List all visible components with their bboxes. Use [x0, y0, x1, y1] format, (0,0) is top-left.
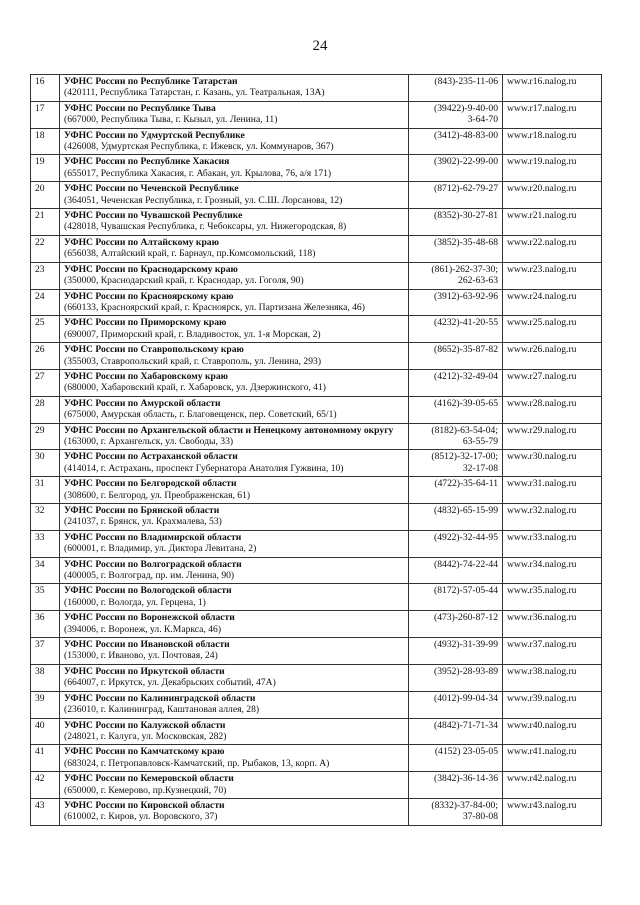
row-number: 38	[31, 664, 60, 691]
website-link[interactable]: www.r34.nalog.ru	[503, 557, 602, 584]
website-link[interactable]: www.r33.nalog.ru	[503, 530, 602, 557]
office-cell	[60, 75, 409, 102]
office-cell	[60, 209, 409, 236]
website-link[interactable]: www.r43.nalog.ru	[503, 798, 602, 825]
website-link[interactable]: www.r42.nalog.ru	[503, 772, 602, 799]
office-cell	[60, 745, 409, 772]
phone-number: 37-80-08	[462, 811, 498, 823]
phone-cell	[409, 101, 503, 128]
website-link[interactable]: www.r30.nalog.ru	[503, 450, 602, 477]
office-address: (163000, г. Архангельск, ул. Свободы, 33)	[64, 435, 234, 447]
table-row	[31, 772, 602, 799]
phone-number: 262-63-63	[458, 275, 498, 287]
office-name: УФНС России по Белгородской области	[64, 478, 237, 490]
website-link[interactable]: www.r23.nalog.ru	[503, 262, 602, 289]
office-name: УФНС России по Кировской области	[64, 799, 225, 811]
website-link[interactable]: www.r21.nalog.ru	[503, 209, 602, 236]
phone-cell	[409, 75, 503, 102]
phone-number: (4152) 23-05-05	[434, 746, 498, 758]
office-address: (655017, Республика Хакасия, г. Абакан, ул. Крылова, 76, а/я 171)	[64, 167, 332, 179]
office-cell	[60, 611, 409, 638]
phone-number: (8352)-30-27-81	[434, 210, 498, 222]
office-cell	[60, 369, 409, 396]
table-row	[31, 664, 602, 691]
phone-number: (8652)-35-87-82	[434, 344, 498, 356]
table-row	[31, 316, 602, 343]
phone-cell	[409, 691, 503, 718]
office-name: УФНС России по Ивановской области	[64, 639, 230, 651]
office-cell	[60, 235, 409, 262]
phone-number: (843)-235-11-06	[434, 76, 498, 87]
office-address: (683024, г. Петропавловск-Камчатский, пр. Рыбаков, 13, корп. А)	[64, 757, 330, 769]
row-number: 36	[31, 611, 60, 638]
office-address: (355003, Ставропольский край, г. Ставрополь, ул. Ленина, 293)	[64, 355, 322, 367]
table-row	[31, 289, 602, 316]
phone-cell	[409, 530, 503, 557]
table-row	[31, 128, 602, 155]
office-cell	[60, 530, 409, 557]
table-row	[31, 396, 602, 423]
phone-number: (3912)-63-92-96	[434, 290, 498, 302]
office-name: УФНС России по Вологодской области	[64, 585, 232, 597]
row-number: 16	[31, 75, 60, 102]
office-cell	[60, 423, 409, 450]
office-address: (364051, Чеченская Республика, г. Грозный, ул. С.Ш. Лорсанова, 12)	[64, 194, 343, 206]
phone-cell	[409, 155, 503, 182]
office-address: (414014, г. Астрахань, проспект Губернатора Анатолия Гужвина, 10)	[64, 462, 344, 474]
phone-number: (8332)-37-84-00;	[431, 799, 498, 811]
website-link[interactable]: www.r22.nalog.ru	[503, 235, 602, 262]
office-name: УФНС России по Республике Татарстан	[64, 76, 238, 87]
phone-number: (3842)-36-14-36	[434, 773, 498, 785]
table-row	[31, 745, 602, 772]
office-address: (680000, Хабаровский край, г. Хабаровск, ул. Дзержинского, 41)	[64, 382, 326, 394]
table-row	[31, 75, 602, 102]
website-link[interactable]: www.r19.nalog.ru	[503, 155, 602, 182]
website-link[interactable]: www.r35.nalog.ru	[503, 584, 602, 611]
office-cell	[60, 396, 409, 423]
office-address: (394006, г. Воронеж, ул. К.Маркса, 46)	[64, 623, 222, 635]
table-row	[31, 369, 602, 396]
office-address: (428018, Чувашская Республика, г. Чебоксары, ул. Нижегородская, 8)	[64, 221, 347, 233]
office-cell	[60, 504, 409, 531]
phone-number: (473)-260-87-12	[434, 612, 498, 624]
phone-cell	[409, 664, 503, 691]
phone-cell	[409, 504, 503, 531]
phone-cell	[409, 772, 503, 799]
table-row	[31, 235, 602, 262]
office-address: (610002, г. Киров, ул. Воровского, 37)	[64, 811, 218, 823]
office-cell	[60, 638, 409, 665]
table-row	[31, 423, 602, 450]
office-name: УФНС России по Республике Хакасия	[64, 156, 230, 168]
office-cell	[60, 718, 409, 745]
office-address: (420111, Республика Татарстан, г. Казань, ул. Театральная, 13А)	[64, 87, 325, 99]
table-row	[31, 262, 602, 289]
phone-number: (4722)-35-64-11	[434, 478, 498, 490]
phone-number: (8512)-32-17-00;	[431, 451, 498, 463]
office-name: УФНС России по Кемеровской области	[64, 773, 234, 785]
row-number: 27	[31, 369, 60, 396]
phone-number: (3952)-28-93-89	[434, 665, 498, 677]
office-name: УФНС России по Краснодарскому краю	[64, 263, 238, 275]
row-number: 24	[31, 289, 60, 316]
phone-cell	[409, 557, 503, 584]
phone-number: (3412)-48-83-00	[434, 129, 498, 141]
tax-offices-table	[30, 74, 602, 826]
phone-cell	[409, 450, 503, 477]
office-name: УФНС России по Алтайскому краю	[64, 236, 219, 248]
phone-cell	[409, 262, 503, 289]
office-address: (248021, г. Калуга, ул. Московская, 282)	[64, 730, 227, 742]
website-link[interactable]: www.r25.nalog.ru	[503, 316, 602, 343]
phone-number: (8712)-62-79-27	[434, 183, 498, 195]
table-row	[31, 155, 602, 182]
office-cell	[60, 477, 409, 504]
office-cell	[60, 316, 409, 343]
phone-cell	[409, 369, 503, 396]
office-name: УФНС России по Калужской области	[64, 719, 226, 731]
phone-cell	[409, 235, 503, 262]
office-name: УФНС России по Воронежской области	[64, 612, 235, 624]
row-number: 21	[31, 209, 60, 236]
phone-number: (4212)-32-49-04	[434, 370, 498, 382]
website-link[interactable]: www.r39.nalog.ru	[503, 691, 602, 718]
phone-cell	[409, 128, 503, 155]
office-cell	[60, 664, 409, 691]
office-address: (160000, г. Вологда, ул. Герцена, 1)	[64, 596, 206, 608]
phone-number: 32-17-08	[462, 462, 498, 474]
office-address: (600001, г. Владимир, ул. Диктора Левитана, 2)	[64, 543, 257, 555]
row-number: 34	[31, 557, 60, 584]
office-address: (426008, Удмуртская Республика, г. Ижевск, ул. Коммунаров, 367)	[64, 141, 334, 153]
office-name: УФНС России по Чеченской Республике	[64, 183, 239, 195]
office-name: УФНС России по Красноярскому краю	[64, 290, 234, 302]
website-link[interactable]: www.r37.nalog.ru	[503, 638, 602, 665]
phone-number: (8172)-57-05-44	[434, 585, 498, 597]
office-name: УФНС России по Амурской области	[64, 397, 221, 409]
row-number: 33	[31, 530, 60, 557]
website-link[interactable]: www.r29.nalog.ru	[503, 423, 602, 450]
row-number: 35	[31, 584, 60, 611]
table-row	[31, 798, 602, 825]
website-link[interactable]: www.r16.nalog.ru	[503, 75, 602, 102]
table-row	[31, 611, 602, 638]
row-number: 28	[31, 396, 60, 423]
office-name: УФНС России по Республике Тыва	[64, 102, 216, 114]
phone-number: (3852)-35-48-68	[434, 236, 498, 248]
phone-cell	[409, 745, 503, 772]
phone-cell	[409, 477, 503, 504]
office-address: (656038, Алтайский край, г. Барнаул, пр.Комсомольский, 118)	[64, 248, 316, 260]
office-cell	[60, 798, 409, 825]
office-cell	[60, 557, 409, 584]
table-row	[31, 638, 602, 665]
table-row	[31, 450, 602, 477]
table-row	[31, 343, 602, 370]
row-number: 40	[31, 718, 60, 745]
phone-number: (8182)-63-54-04;	[431, 424, 498, 436]
office-address: (241037, г. Брянск, ул. Крахмалева, 53)	[64, 516, 222, 528]
row-number: 30	[31, 450, 60, 477]
phone-number: (4012)-99-04-34	[434, 692, 498, 704]
phone-number: (861)-262-37-30;	[431, 263, 498, 275]
office-cell	[60, 772, 409, 799]
phone-number: (39422)-9-40-00	[434, 102, 498, 114]
phone-cell	[409, 396, 503, 423]
website-link[interactable]: www.r36.nalog.ru	[503, 611, 602, 638]
office-name: УФНС России по Хабаровскому краю	[64, 370, 228, 382]
row-number: 41	[31, 745, 60, 772]
row-number: 20	[31, 182, 60, 209]
office-address: (667000, Республика Тыва, г. Кызыл, ул. Ленина, 11)	[64, 114, 278, 126]
office-name: УФНС России по Брянской области	[64, 505, 220, 516]
phone-cell	[409, 611, 503, 638]
office-address: (236010, г. Калининград, Каштановая аллея, 28)	[64, 704, 260, 716]
table-row	[31, 691, 602, 718]
office-name: УФНС России по Иркутской области	[64, 665, 225, 677]
office-cell	[60, 343, 409, 370]
phone-number: (4832)-65-15-99	[434, 505, 498, 516]
table-row	[31, 209, 602, 236]
office-cell	[60, 691, 409, 718]
office-name: УФНС России по Архангельской области и Ненецкому автономному округу	[64, 424, 394, 436]
row-number: 19	[31, 155, 60, 182]
phone-cell	[409, 423, 503, 450]
phone-number: 3-64-70	[467, 114, 498, 126]
table-row	[31, 718, 602, 745]
phone-number: (8442)-74-22-44	[434, 558, 498, 570]
office-name: УФНС России по Волгоградской области	[64, 558, 242, 570]
website-link[interactable]: www.r27.nalog.ru	[503, 369, 602, 396]
website-link[interactable]: www.r26.nalog.ru	[503, 343, 602, 370]
phone-cell	[409, 638, 503, 665]
website-link[interactable]: www.r18.nalog.ru	[503, 128, 602, 155]
office-address: (400005, г. Волгоград, пр. им. Ленина, 90)	[64, 570, 235, 582]
row-number: 43	[31, 798, 60, 825]
phone-number: (4162)-39-05-65	[434, 397, 498, 409]
office-cell	[60, 450, 409, 477]
row-number: 25	[31, 316, 60, 343]
office-name: УФНС России по Удмуртской Республике	[64, 129, 245, 141]
website-link[interactable]: www.r40.nalog.ru	[503, 718, 602, 745]
office-name: УФНС России по Чувашской Республике	[64, 210, 243, 222]
table-body	[31, 75, 602, 826]
table-row	[31, 477, 602, 504]
table-row	[31, 557, 602, 584]
website-link[interactable]: www.r20.nalog.ru	[503, 182, 602, 209]
office-name: УФНС России по Калининградской области	[64, 692, 256, 704]
row-number: 22	[31, 235, 60, 262]
office-address: (308600, г. Белгород, ул. Преображенская, 61)	[64, 489, 251, 501]
phone-cell	[409, 343, 503, 370]
phone-number: (4932)-31-39-99	[434, 639, 498, 651]
row-number: 26	[31, 343, 60, 370]
office-cell	[60, 155, 409, 182]
website-link[interactable]: www.r17.nalog.ru	[503, 101, 602, 128]
row-number: 31	[31, 477, 60, 504]
office-name: УФНС России по Ставропольскому краю	[64, 344, 244, 356]
row-number: 39	[31, 691, 60, 718]
phone-number: 63-55-79	[462, 435, 498, 447]
office-cell	[60, 128, 409, 155]
website-link[interactable]: www.r28.nalog.ru	[503, 396, 602, 423]
row-number: 18	[31, 128, 60, 155]
phone-number: (3902)-22-99-00	[434, 156, 498, 168]
table-row	[31, 101, 602, 128]
office-address: (153000, г. Иваново, ул. Почтовая, 24)	[64, 650, 218, 662]
row-number: 32	[31, 504, 60, 531]
office-name: УФНС России по Астраханской области	[64, 451, 238, 463]
office-cell	[60, 182, 409, 209]
phone-number: (4232)-41-20-55	[434, 317, 498, 329]
phone-cell	[409, 289, 503, 316]
office-cell	[60, 101, 409, 128]
row-number: 29	[31, 423, 60, 450]
phone-cell	[409, 584, 503, 611]
office-cell	[60, 584, 409, 611]
office-name: УФНС России по Камчатскому краю	[64, 746, 225, 758]
phone-cell	[409, 316, 503, 343]
office-name: УФНС России по Владимирской области	[64, 531, 242, 543]
phone-cell	[409, 209, 503, 236]
website-link[interactable]: www.r24.nalog.ru	[503, 289, 602, 316]
office-address: (650000, г. Кемерово, пр.Кузнецкий, 70)	[64, 784, 227, 796]
row-number: 37	[31, 638, 60, 665]
phone-cell	[409, 798, 503, 825]
office-address: (664007, г. Иркутск, ул. Декабрьских событий, 47А)	[64, 677, 276, 689]
phone-cell	[409, 718, 503, 745]
website-link[interactable]: www.r38.nalog.ru	[503, 664, 602, 691]
page-number: 24	[312, 38, 328, 54]
row-number: 23	[31, 262, 60, 289]
office-cell	[60, 289, 409, 316]
row-number: 42	[31, 772, 60, 799]
row-number: 17	[31, 101, 60, 128]
office-address: (690007, Приморский край, г. Владивосток, ул. 1-я Морская, 2)	[64, 328, 321, 340]
website-link[interactable]: www.r31.nalog.ru	[503, 477, 602, 504]
table-row	[31, 504, 602, 531]
phone-number: (4922)-32-44-95	[434, 531, 498, 543]
office-address: (350000, Краснодарский край, г. Краснодар, ул. Гоголя, 90)	[64, 275, 304, 287]
table-row	[31, 530, 602, 557]
website-link[interactable]: www.r32.nalog.ru	[503, 504, 602, 531]
office-name: УФНС России по Приморскому краю	[64, 317, 227, 329]
phone-number: (4842)-71-71-34	[434, 719, 498, 731]
office-address: (675000, Амурская область, г. Благовещенск, пер. Советский, 65/1)	[64, 409, 337, 421]
website-link[interactable]: www.r41.nalog.ru	[503, 745, 602, 772]
phone-cell	[409, 182, 503, 209]
office-cell	[60, 262, 409, 289]
table-row	[31, 584, 602, 611]
office-address: (660133, Красноярский край, г. Красноярск, ул. Партизана Железняка, 46)	[64, 301, 365, 313]
table-row	[31, 182, 602, 209]
